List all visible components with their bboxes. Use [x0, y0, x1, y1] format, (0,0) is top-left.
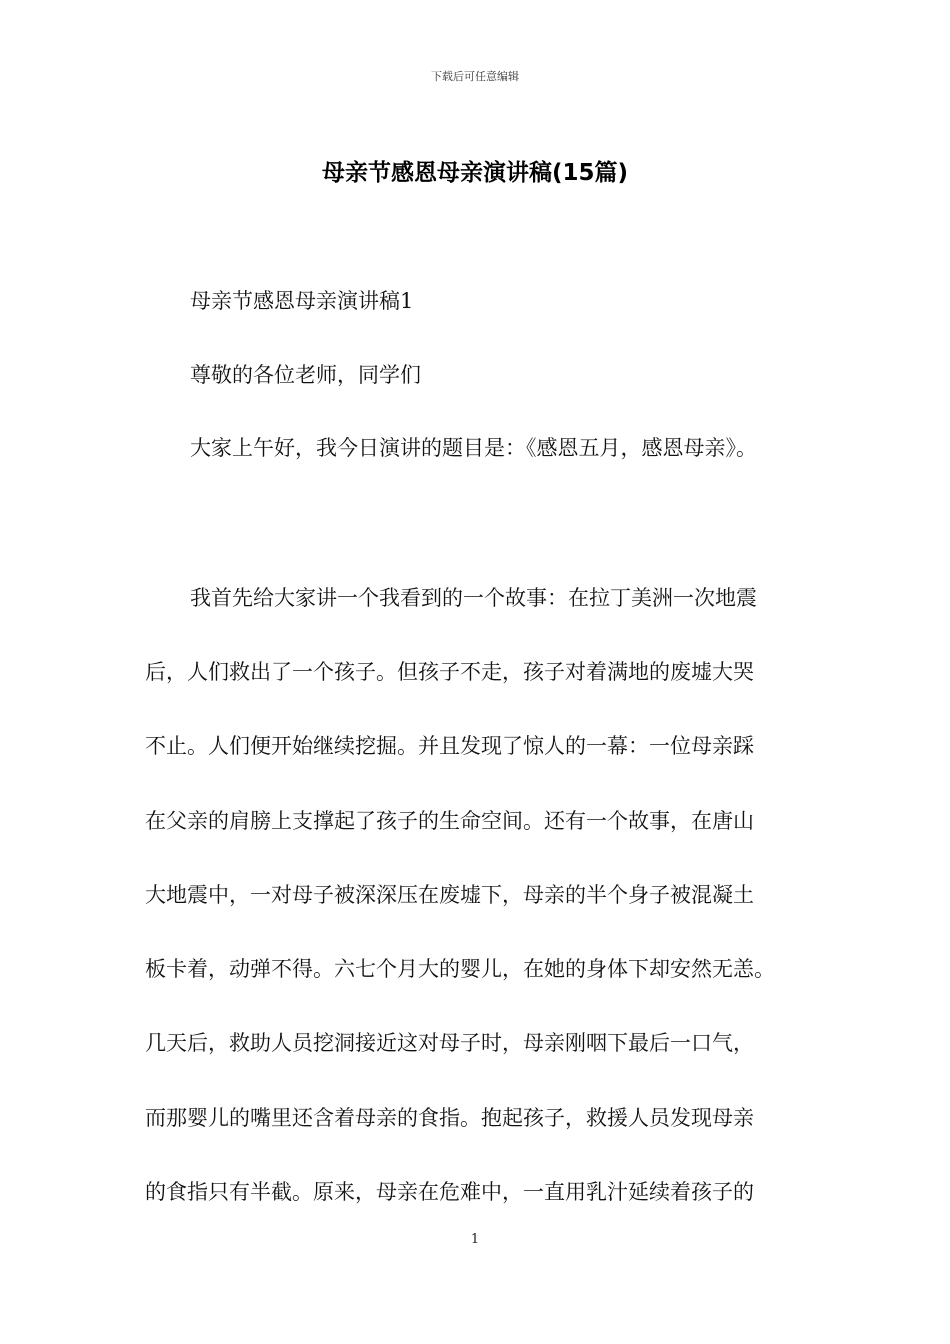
salutation: 尊敬的各位老师，同学们: [190, 363, 421, 387]
paragraph-line: 在父亲的肩膀上支撑起了孩子的生命空间。还有一个故事，在唐山: [145, 809, 754, 833]
header-note: 下载后可任意编辑: [431, 70, 519, 83]
paragraph-line: 几天后，救助人员挖洞接近这对母子时，母亲刚咽下最后一口气，: [145, 1031, 754, 1055]
paragraph-line: 不止。人们便开始继续挖掘。并且发现了惊人的一幕：一位母亲踩: [145, 734, 754, 758]
paragraph-line: 而那婴儿的嘴里还含着母亲的食指。抱起孩子，救援人员发现母亲: [145, 1106, 754, 1130]
section-heading: 母亲节感恩母亲演讲稿1: [190, 289, 414, 313]
greeting: 大家上午好，我今日演讲的题目是：《感恩五月，感恩母亲》。: [190, 436, 757, 460]
paragraph-line: 后，人们救出了一个孩子。但孩子不走，孩子对着满地的废墟大哭: [145, 660, 754, 684]
paragraph-line: 板卡着，动弹不得。六七个月大的婴儿，在她的身体下却安然无恙。: [145, 957, 775, 981]
paragraph-line: 的食指只有半截。原来，母亲在危难中，一直用乳汁延续着孩子的: [145, 1180, 754, 1204]
paragraph-line: 大地震中，一对母子被深深压在废墟下，母亲的半个身子被混凝土: [145, 883, 754, 907]
paragraph-line: 我首先给大家讲一个我看到的一个故事：在拉丁美洲一次地震: [190, 586, 757, 610]
page-number: 1: [470, 1232, 480, 1247]
document-title: 母亲节感恩母亲演讲稿(15篇): [321, 160, 629, 186]
